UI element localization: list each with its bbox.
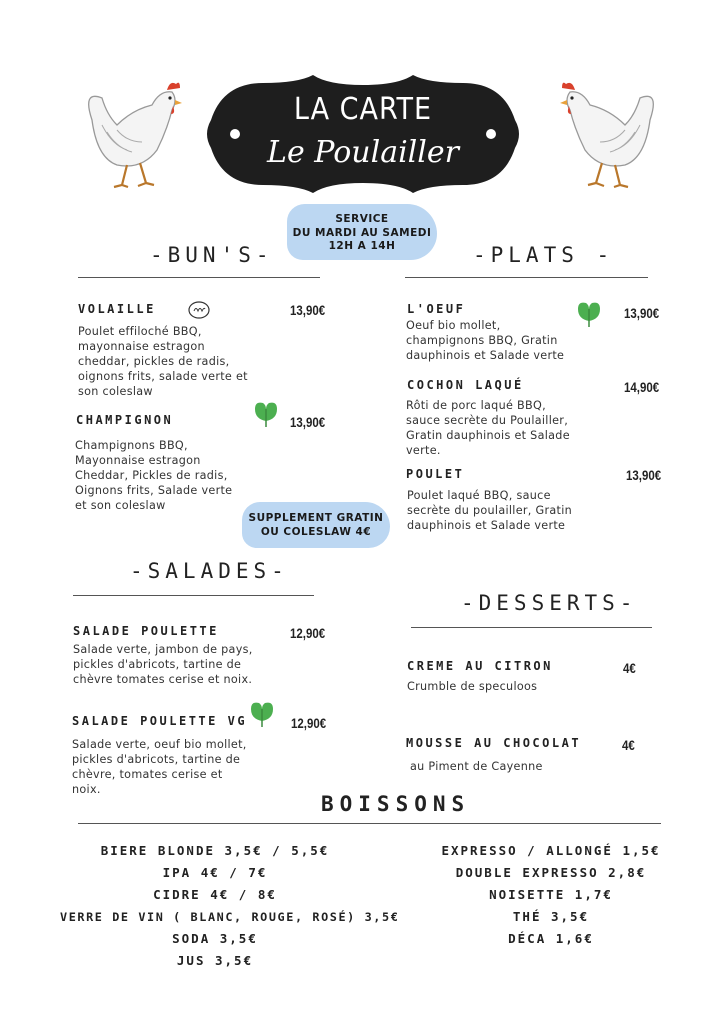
- vegetarian-leaf-icon: [247, 697, 277, 729]
- item-name: CREME AU CITRON: [407, 659, 553, 673]
- drink-item: NOISETTE 1,7€: [489, 887, 613, 902]
- menu-title: LA CARTE: [293, 92, 433, 127]
- item-description: Poulet effiloché BBQ, mayonnaise estragon cheddar, pickles de radis, oignons frits, salade verte et son coleslaw: [78, 325, 248, 398]
- drink-item: SODA 3,5€: [172, 931, 258, 946]
- item-name: L'OEUF: [407, 302, 466, 316]
- vegetarian-leaf-icon: [251, 397, 281, 429]
- item-description: Poulet laqué BBQ, sauce secrète du poulailler, Gratin dauphinois et Salade verte: [407, 489, 573, 532]
- drink-item: BIERE BLONDE 3,5€ / 5,5€: [100, 843, 330, 858]
- drink-item: CIDRE 4€ / 8€: [153, 887, 277, 902]
- divider: [78, 823, 661, 824]
- item-name: SALADE POULETTE: [73, 624, 219, 638]
- restaurant-name: Le Poulailler: [267, 135, 459, 170]
- divider: [411, 627, 652, 628]
- boissons-section-title: BOISSONS: [321, 792, 471, 816]
- item-description: Salade verte, oeuf bio mollet, pickles d'abricots, tartine de chèvre, tomates cerise et noix.: [72, 738, 247, 796]
- item-name: CHAMPIGNON: [76, 413, 174, 427]
- divider: [78, 277, 320, 278]
- item-name: COCHON LAQUÉ: [407, 378, 524, 392]
- item-name: VOLAILLE: [78, 302, 156, 316]
- item-price: 12,90€: [290, 625, 326, 641]
- drink-item: DOUBLE EXPRESSO 2,8€: [455, 865, 647, 880]
- drink-item: JUS 3,5€: [176, 953, 254, 968]
- buns-section-title: -BUN'S-: [150, 243, 274, 267]
- item-price: 13,90€: [624, 305, 660, 321]
- item-description: Crumble de speculoos: [407, 680, 538, 693]
- item-price: 4€: [622, 737, 635, 753]
- supplement-badge: SUPPLEMENT GRATIN OU COLESLAW 4€: [242, 502, 390, 548]
- service-hours-badge: SERVICE DU MARDI AU SAMEDI 12H A 14H: [287, 204, 437, 260]
- item-price: 12,90€: [291, 715, 327, 731]
- salades-section-title: -SALADES-: [130, 559, 289, 583]
- item-description: au Piment de Cayenne: [410, 760, 543, 773]
- drink-item: VERRE DE VIN ( BLANC, ROUGE, ROSÉ) 3,5€: [60, 910, 400, 924]
- item-description: Oeuf bio mollet, champignons BBQ, Gratin dauphinois et Salade verte: [406, 319, 565, 362]
- drink-item: IPA 4€ / 7€: [162, 865, 268, 880]
- item-price: 13,90€: [290, 414, 326, 430]
- item-price: 13,90€: [290, 302, 326, 318]
- plats-section-title: -PLATS -: [473, 243, 615, 267]
- drinks-left-column: [60, 840, 400, 972]
- left-hen-icon: [72, 70, 182, 195]
- drink-item: EXPRESSO / ALLONGÉ 1,5€: [441, 843, 661, 858]
- item-price: 4€: [623, 660, 636, 676]
- desserts-section-title: -DESSERTS-: [461, 591, 638, 615]
- drinks-right-column: [440, 840, 662, 950]
- drink-item: THÉ 3,5€: [512, 909, 590, 924]
- item-price: 13,90€: [626, 467, 662, 483]
- item-name: SALADE POULETTE VG: [72, 714, 248, 728]
- halal-badge-icon: [188, 301, 210, 319]
- divider: [73, 595, 314, 596]
- vegetarian-leaf-icon: [574, 297, 604, 329]
- right-hen-icon: [560, 70, 670, 195]
- drink-item: DÉCA 1,6€: [508, 931, 594, 946]
- item-description: Salade verte, jambon de pays, pickles d'abricots, tartine de chèvre tomates cerise et noix.: [73, 643, 253, 686]
- item-description: Rôti de porc laqué BBQ, sauce secrète du Poulailler, Gratin dauphinois et Salade verte.: [406, 399, 570, 457]
- item-name: POULET: [406, 467, 465, 481]
- item-price: 14,90€: [624, 379, 660, 395]
- item-name: MOUSSE AU CHOCOLAT: [406, 736, 582, 750]
- item-description: Champignons BBQ, Mayonnaise estragon Cheddar, Pickles de radis, Oignons frits, Salade verte et son coleslaw: [75, 439, 233, 512]
- divider: [405, 277, 648, 278]
